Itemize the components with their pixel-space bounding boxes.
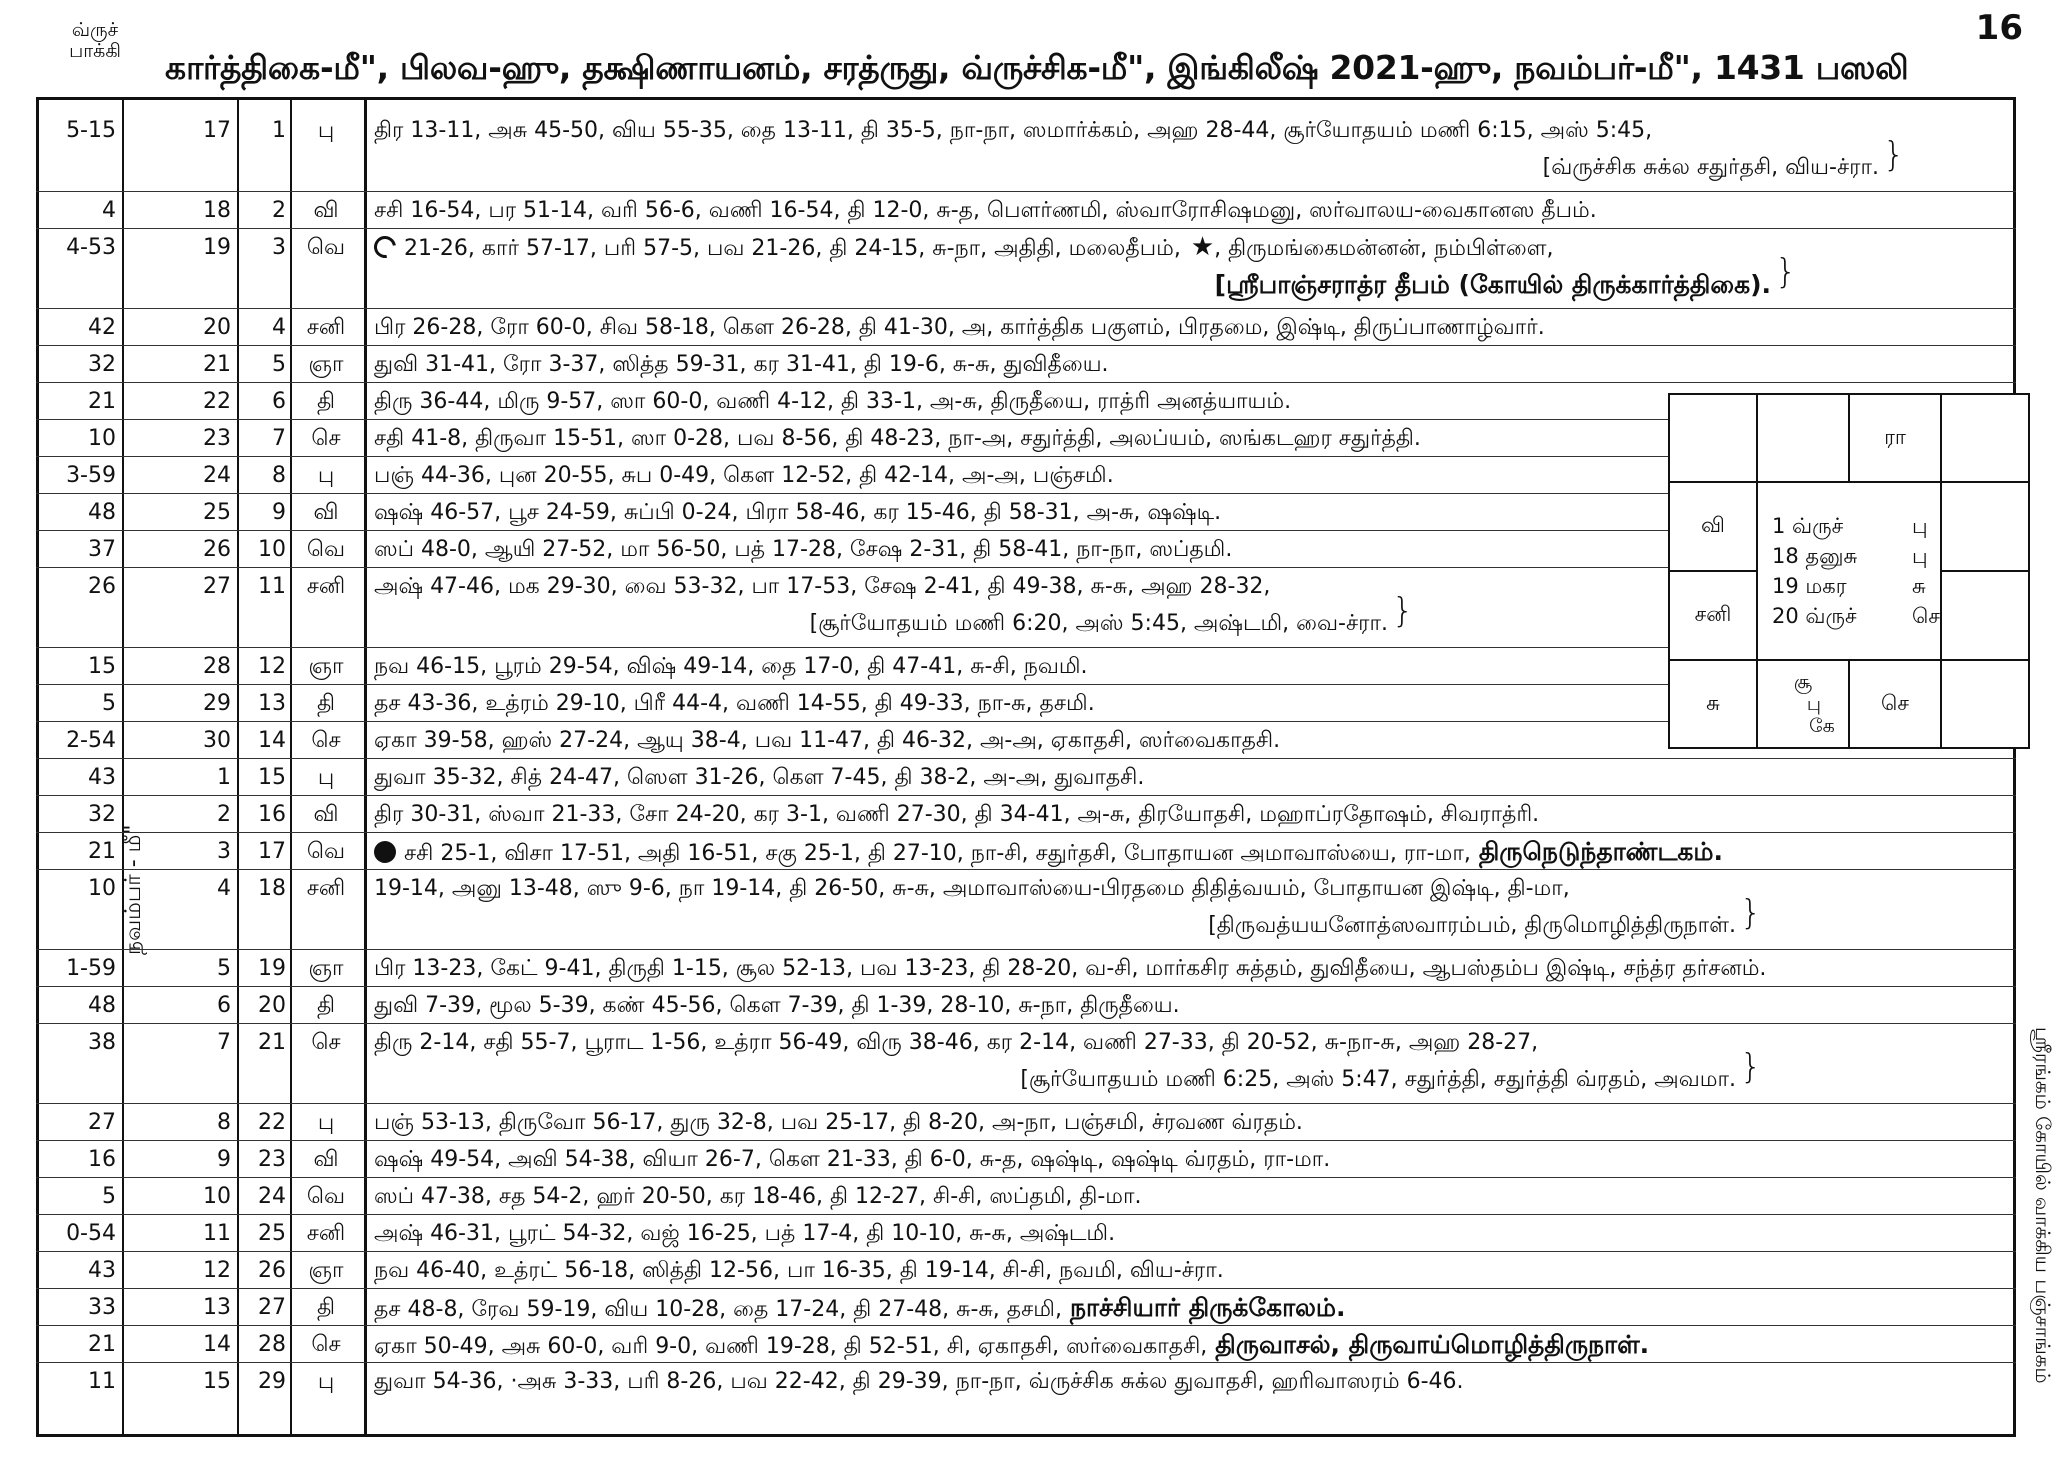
chart-cell-8 — [1941, 571, 2029, 660]
english-date: 21 — [258, 1030, 286, 1055]
english-date: 4 — [272, 315, 286, 340]
chart-cell-10-top: சூ — [1793, 671, 1813, 693]
chart-cell-1 — [1669, 394, 1757, 482]
table-row — [36, 1141, 2016, 1178]
vruch-balance: 48 — [88, 993, 116, 1018]
tamil-date: 20 — [203, 315, 231, 340]
weekday: பு — [317, 1369, 335, 1394]
english-date: 13 — [258, 691, 286, 716]
table-row — [36, 309, 2016, 346]
english-date: 3 — [272, 235, 286, 260]
weekday: வெ — [306, 839, 346, 864]
row-continuation: [சூர்யோதயம் மணி 6:20, அஸ் 5:45, அஷ்டமி, வை-ச்ரா. — [809, 611, 1388, 636]
month-label-november: நவம்பர் - மீ" — [121, 824, 146, 956]
weekday: வெ — [306, 537, 346, 562]
english-date: 9 — [272, 500, 286, 525]
vruch-balance: 16 — [88, 1147, 116, 1172]
english-date: 2 — [272, 198, 286, 223]
chart-center-label: 19 மகர — [1772, 574, 1847, 598]
english-date: 7 — [272, 426, 286, 451]
row-details-text: நவ 46-40, உத்ரட் 56-18, ஸித்தி 12-56, பா 16-35, தி 19-14, சி-சி, நவமி, விய-ச்ரா. — [374, 1258, 1224, 1283]
vruch-balance: 38 — [88, 1030, 116, 1055]
chart-cell-10-bot: கே — [1809, 715, 1835, 737]
chart-cell-11: செ — [1849, 660, 1941, 748]
weekday: தி — [316, 691, 336, 716]
tamil-date: 7 — [217, 1030, 231, 1055]
row-details-text: திர 13-11, அசு 45-50, விய 55-35, தை 13-11, தி 35-5, நா-நா, ஸமார்க்கம், அஹ 28-44, சூர்யோதயம் மணி 6:15, அஸ் 5:45, — [374, 118, 1653, 143]
table-row — [36, 1289, 2016, 1326]
brace-icon: } — [1740, 893, 1762, 933]
row-details — [374, 833, 2024, 872]
chart-center-row — [1772, 571, 1940, 601]
festival-highlight: திருவாசல், திருவாய்மொழித்திருநாள். — [1215, 1330, 1650, 1359]
chart-cell-10-mid: பு — [1806, 693, 1822, 715]
chart-cell-3: ரா — [1849, 394, 1941, 482]
row-details — [374, 987, 2024, 1024]
english-date: 25 — [258, 1221, 286, 1246]
english-date: 16 — [258, 802, 286, 827]
row-details-text: துவா 54-36, ·அசு 3-33, பரி 8-26, பவ 22-42, தி 29-39, நா-நா, வ்ருச்சிக சுக்ல துவாதசி, ஹரிவாஸரம் 6-46. — [374, 1369, 1464, 1394]
vruch-balance: 1-59 — [66, 956, 116, 981]
weekday: வி — [313, 802, 339, 827]
vruch-balance: 42 — [88, 315, 116, 340]
english-date: 23 — [258, 1147, 286, 1172]
row-details-text: அஷ் 46-31, பூரட் 54-32, வஜ் 16-25, பத் 17-4, தி 10-10, சு-சு, அஷ்டமி. — [374, 1221, 1116, 1246]
row-details-text-2: , திருமங்கைமன்னன், நம்பிள்ளை, — [1214, 236, 1554, 261]
row-details-text: 19-14, அனு 13-48, ஸு 9-6, நா 19-14, தி 26-50, சு-சு, அமாவாஸ்யை-பிரதமை திதித்வயம், போதாயன இஷ்டி, தி-மா, — [374, 876, 1570, 901]
table-row — [36, 192, 2016, 229]
vruch-balance: 5 — [102, 691, 116, 716]
weekday: சனி — [306, 1221, 346, 1246]
festival-highlight: நாச்சியார் திருக்கோலம். — [1069, 1293, 1346, 1322]
row-details-text: பிர 13-23, கேட் 9-41, திருதி 1-15, சூல 52-13, பவ 13-23, தி 28-20, வ-சி, மார்கசிர சுத்தம், துவிதீயை, ஆபஸ்தம்ப இஷ்டி, சந்த்ர தர்சனம். — [374, 956, 1767, 981]
table-row — [36, 833, 2016, 870]
tamil-date: 14 — [203, 1332, 231, 1357]
vruch-balance: 4 — [102, 198, 116, 223]
chart-cell-9: சு — [1669, 660, 1757, 748]
chart-center-row — [1772, 601, 1940, 631]
weekday: வி — [313, 500, 339, 525]
row-details — [374, 1024, 2024, 1061]
english-date: 19 — [258, 956, 286, 981]
row-details-text: நவ 46-15, பூரம் 29-54, விஷ் 49-14, தை 17-0, தி 47-41, சு-சி, நவமி. — [374, 654, 1088, 679]
row-details-text: தச 43-36, உத்ரம் 29-10, பிரீ 44-4, வணி 14-55, தி 49-33, நா-சு, தசமி. — [374, 691, 1095, 716]
weekday: தி — [316, 1295, 336, 1320]
tamil-date: 18 — [203, 198, 231, 223]
row-details — [374, 1178, 2024, 1215]
vruch-balance-line2: பாக்கி — [69, 40, 121, 62]
vruch-balance: 10 — [88, 876, 116, 901]
weekday: செ — [311, 1332, 341, 1357]
table-row — [36, 112, 2016, 192]
weekday: சனி — [306, 574, 346, 599]
tamil-date: 21 — [203, 352, 231, 377]
row-details-text: பிர 26-28, ரோ 60-0, சிவ 58-18, கௌ 26-28, தி 41-30, அ, கார்த்திக பகுளம், பிரதமை, இஷ்டி, திருப்பாணாழ்வார். — [374, 315, 1545, 340]
row-details — [374, 1252, 2024, 1289]
vruch-balance: 15 — [88, 654, 116, 679]
english-date: 8 — [272, 463, 286, 488]
chart-cell-10 — [1757, 660, 1849, 748]
row-details — [374, 796, 2024, 833]
tamil-date: 12 — [203, 1258, 231, 1283]
row-details-text: சசி 25-1, விசா 17-51, அதி 16-51, சகு 25-1, தி 27-10, நா-சி, சதுர்தசி, போதாயன அமாவாஸ்யை, ரா-மா, — [404, 841, 1471, 866]
vruch-balance: 48 — [88, 500, 116, 525]
vruch-balance: 0-54 — [66, 1221, 116, 1246]
english-date: 22 — [258, 1110, 286, 1135]
english-date: 24 — [258, 1184, 286, 1209]
table-row — [36, 1252, 2016, 1289]
brace-icon: } — [1883, 135, 1905, 175]
row-details-text: ஏகா 50-49, அசு 60-0, வரி 9-0, வணி 19-28, தி 52-51, சி, ஏகாதசி, ஸர்வைகாதசி, — [374, 1334, 1208, 1359]
vruch-balance: 32 — [88, 802, 116, 827]
vruch-balance: 3-59 — [66, 463, 116, 488]
row-details-text: சசி 16-54, பர 51-14, வரி 56-6, வணி 16-54, தி 12-0, சு-த, பௌர்ணமி, ஸ்வாரோசிஷமனு, ஸர்வாலய-வைகானஸ தீபம். — [374, 198, 1597, 223]
tamil-date: 13 — [203, 1295, 231, 1320]
chart-center-planet: பு — [1912, 514, 1928, 538]
side-note: ஸ்ரீரங்கம் கோயில் வாக்கிய பஞ்சாங்கம் — [2031, 1026, 2055, 1384]
english-date: 1 — [272, 118, 286, 143]
row-details-text: 21-26, கார் 57-17, பரி 57-5, பவ 21-26, தி 24-15, சு-நா, அதிதி, மலைதீபம், — [404, 236, 1181, 261]
row-details — [374, 112, 2024, 149]
row-details-text: துவா 35-32, சித் 24-47, ஸௌ 31-26, கௌ 7-45, தி 38-2, அ-அ, துவாதசி. — [374, 765, 1145, 790]
chart-center — [1757, 482, 1941, 660]
vruch-balance: 4-53 — [66, 235, 116, 260]
page-title: கார்த்திகை-மீ", பிலவ-ஹு, தக்ஷிணாயனம், சரத்ருது, வ்ருச்சிக-மீ", இங்கிலீஷ் 2021-ஹு, நவம்பர்-மீ", 1431 பஸலி — [165, 48, 1909, 87]
vruch-balance-line1: வ்ருச் — [71, 19, 119, 41]
english-date: 20 — [258, 993, 286, 1018]
table-row — [36, 1363, 2016, 1400]
vruch-balance: 26 — [88, 574, 116, 599]
chart-cell-5: வி — [1669, 482, 1757, 571]
row-details — [374, 1104, 2024, 1141]
english-date: 10 — [258, 537, 286, 562]
weekday: வெ — [306, 235, 346, 260]
tamil-date: 26 — [203, 537, 231, 562]
row-details — [374, 1289, 2024, 1328]
weekday: பு — [317, 765, 335, 790]
english-date: 17 — [258, 839, 286, 864]
tamil-date: 22 — [203, 389, 231, 414]
chart-cell-4 — [1941, 394, 2029, 482]
row-details-text: திரு 36-44, மிரு 9-57, ஸா 60-0, வணி 4-12, தி 33-1, அ-சு, திருதீயை, ராத்ரி அனத்யாயம். — [374, 389, 1292, 414]
weekday: செ — [311, 426, 341, 451]
planet-position-chart — [1668, 393, 2030, 749]
chart-center-label: 20 வ்ருச் — [1772, 604, 1857, 628]
page-number: 16 — [1975, 8, 2023, 48]
vruch-balance: 21 — [88, 389, 116, 414]
row-details-text: ஷஷ் 49-54, அவி 54-38, வியா 26-7, கௌ 21-33, தி 6-0, சு-த, ஷஷ்டி, ஷஷ்டி வ்ரதம், ரா-மா. — [374, 1147, 1331, 1172]
row-details-text: துவி 7-39, மூல 5-39, கண் 45-56, கௌ 7-39, தி 1-39, 28-10, சு-நா, திருதீயை. — [374, 993, 1180, 1018]
english-date: 11 — [258, 574, 286, 599]
tamil-date: 24 — [203, 463, 231, 488]
chart-cell-12 — [1941, 660, 2029, 748]
chart-center-planet: சு — [1912, 574, 1926, 598]
star-icon: ★ — [1190, 232, 1215, 262]
weekday: தி — [316, 993, 336, 1018]
table-row — [36, 1024, 2016, 1104]
tamil-date: 10 — [203, 1184, 231, 1209]
weekday: ஞா — [308, 654, 344, 679]
row-details-text: திர 30-31, ஸ்வா 21-33, சோ 24-20, கர 3-1, வணி 27-30, தி 34-41, அ-சு, திரயோதசி, மஹாப்ரதோஷம், சிவராத்ரி. — [374, 802, 1540, 827]
tamil-date: 30 — [203, 728, 231, 753]
table-row — [36, 870, 2016, 950]
english-date: 26 — [258, 1258, 286, 1283]
chart-center-row — [1772, 511, 1940, 541]
row-details — [374, 950, 2024, 987]
tamil-date: 1 — [217, 765, 231, 790]
row-continuation: [ஸ்ரீபாஞ்சராத்ர தீபம் (கோயில் திருக்கார்த்திகை). — [1214, 270, 1771, 299]
chart-center-planet: செ — [1912, 604, 1940, 628]
table-row — [36, 1104, 2016, 1141]
row-details-text: தச 48-8, ரேவ 59-19, விய 10-28, தை 17-24, தி 27-48, சு-சு, தசமி, — [374, 1297, 1062, 1322]
tamil-date: 2 — [217, 802, 231, 827]
row-continuation: [வ்ருச்சிக சுக்ல சதுர்தசி, விய-ச்ரா. — [1542, 155, 1879, 180]
tamil-date: 25 — [203, 500, 231, 525]
tamil-date: 5 — [217, 956, 231, 981]
vruch-balance: 43 — [88, 1258, 116, 1283]
english-date: 18 — [258, 876, 286, 901]
table-row — [36, 229, 2016, 309]
table-row — [36, 1326, 2016, 1363]
english-date: 6 — [272, 389, 286, 414]
table-row — [36, 346, 2016, 383]
row-details-text: துவி 31-41, ரோ 3-37, ஸித்த 59-31, கர 31-41, தி 19-6, சு-சு, துவிதீயை. — [374, 352, 1109, 377]
row-details — [374, 1215, 2024, 1252]
vruch-balance: 32 — [88, 352, 116, 377]
vruch-balance: 33 — [88, 1295, 116, 1320]
chart-cell-7: சனி — [1669, 571, 1757, 660]
chart-center-label: 18 தனுசு — [1772, 544, 1858, 568]
weekday: வி — [313, 1147, 339, 1172]
weekday: தி — [316, 389, 336, 414]
chart-center-row — [1772, 541, 1940, 571]
row-details-text: ஸப் 48-0, ஆயி 27-52, மா 56-50, பத் 17-28, சேஷ 2-31, தி 58-41, நா-நா, ஸப்தமி. — [374, 537, 1233, 562]
row-details-text: பஞ் 44-36, புன 20-55, சுப 0-49, கௌ 12-52, தி 42-14, அ-அ, பஞ்சமி. — [374, 463, 1114, 488]
row-continuation: [சூர்யோதயம் மணி 6:25, அஸ் 5:47, சதுர்த்தி, சதுர்த்தி வ்ரதம், அவமா. — [1020, 1067, 1736, 1092]
tamil-date: 17 — [203, 118, 231, 143]
festival-highlight: திருநெடுந்தாண்டகம். — [1478, 837, 1723, 866]
vruch-balance: 5-15 — [66, 118, 116, 143]
tamil-date: 19 — [203, 235, 231, 260]
row-details-text: பஞ் 53-13, திருவோ 56-17, துரு 32-8, பவ 25-17, தி 8-20, அ-நா, பஞ்சமி, ச்ரவண வ்ரதம். — [374, 1110, 1303, 1135]
english-date: 14 — [258, 728, 286, 753]
table-row — [36, 987, 2016, 1024]
row-details — [374, 192, 2024, 229]
vruch-balance: 43 — [88, 765, 116, 790]
row-details-text: திரு 2-14, சதி 55-7, பூராட 1-56, உத்ரா 56-49, விரு 38-46, கர 2-14, வணி 27-33, தி 20-52, சு-நா-சு, அஹ 28-27, — [374, 1030, 1539, 1055]
table-row — [36, 759, 2016, 796]
vruch-balance: 10 — [88, 426, 116, 451]
vruch-balance: 21 — [88, 839, 116, 864]
row-details-text: அஷ் 47-46, மக 29-30, வை 53-32, பா 17-53, சேஷ 2-41, தி 49-38, சு-சு, அஹ 28-32, — [374, 574, 1271, 599]
tamil-date: 4 — [217, 876, 231, 901]
vruch-balance: 11 — [88, 1369, 116, 1394]
table-row — [36, 1178, 2016, 1215]
tamil-date: 29 — [203, 691, 231, 716]
chart-cell-6 — [1941, 482, 2029, 571]
chart-center-planet: பு — [1912, 544, 1928, 568]
new-moon-icon — [374, 841, 396, 863]
weekday: பு — [317, 463, 335, 488]
tamil-date: 15 — [203, 1369, 231, 1394]
tamil-date: 27 — [203, 574, 231, 599]
weekday: சனி — [306, 315, 346, 340]
english-date: 28 — [258, 1332, 286, 1357]
weekday: ஞா — [308, 956, 344, 981]
full-moon-icon — [370, 232, 401, 263]
english-date: 29 — [258, 1369, 286, 1394]
weekday: செ — [311, 728, 341, 753]
row-details-text: ஷஷ் 46-57, பூச 24-59, சுப்பி 0-24, பிரா 58-46, கர 15-46, தி 58-31, அ-சு, ஷஷ்டி. — [374, 500, 1222, 525]
row-details — [374, 1141, 2024, 1178]
tamil-date: 11 — [203, 1221, 231, 1246]
brace-icon: } — [1775, 252, 1797, 292]
tamil-date: 23 — [203, 426, 231, 451]
row-details-text: சதி 41-8, திருவா 15-51, ஸா 0-28, பவ 8-56, தி 48-23, நா-அ, சதுர்த்தி, அலப்யம், ஸங்கடஹர சதுர்த்தி. — [374, 426, 1421, 451]
english-date: 5 — [272, 352, 286, 377]
table-row — [36, 950, 2016, 987]
vruch-balance: 21 — [88, 1332, 116, 1357]
tamil-date: 8 — [217, 1110, 231, 1135]
vruch-balance: 5 — [102, 1184, 116, 1209]
tamil-date: 3 — [217, 839, 231, 864]
weekday: வி — [313, 198, 339, 223]
table-row — [36, 796, 2016, 833]
calendar-rows — [36, 112, 2016, 1400]
vruch-balance: 2-54 — [66, 728, 116, 753]
row-details-text: ஸப் 47-38, சத 54-2, ஹர் 20-50, கர 18-46, தி 12-27, சி-சி, ஸப்தமி, தி-மா. — [374, 1184, 1142, 1209]
weekday: பு — [317, 1110, 335, 1135]
row-details — [374, 346, 2024, 383]
table-row — [36, 1215, 2016, 1252]
row-details — [374, 1326, 2024, 1365]
vruch-balance-header — [40, 20, 150, 62]
vruch-balance: 27 — [88, 1110, 116, 1135]
brace-icon: } — [1740, 1047, 1762, 1087]
brace-icon: } — [1392, 591, 1414, 631]
weekday: சனி — [306, 876, 346, 901]
row-continuation: [திருவத்யயனோத்ஸவாரம்பம், திருமொழித்திருநாள். — [1208, 913, 1736, 938]
tamil-date: 28 — [203, 654, 231, 679]
row-details — [374, 309, 2024, 346]
row-details — [374, 870, 2024, 907]
vruch-balance: 37 — [88, 537, 116, 562]
row-details — [374, 1363, 2024, 1400]
weekday: பு — [317, 118, 335, 143]
row-details-text: ஏகா 39-58, ஹஸ் 27-24, ஆயு 38-4, பவ 11-47, தி 46-32, அ-அ, ஏகாதசி, ஸர்வைகாதசி. — [374, 728, 1281, 753]
english-date: 27 — [258, 1295, 286, 1320]
tamil-date: 6 — [217, 993, 231, 1018]
english-date: 12 — [258, 654, 286, 679]
chart-center-label: 1 வ்ருச் — [1772, 514, 1844, 538]
weekday: செ — [311, 1030, 341, 1055]
weekday: ஞா — [308, 1258, 344, 1283]
chart-cell-2 — [1757, 394, 1849, 482]
english-date: 15 — [258, 765, 286, 790]
weekday: வெ — [306, 1184, 346, 1209]
weekday: ஞா — [308, 352, 344, 377]
tamil-date: 9 — [217, 1147, 231, 1172]
row-details — [374, 759, 2024, 796]
chart-center-list — [1758, 511, 1940, 631]
